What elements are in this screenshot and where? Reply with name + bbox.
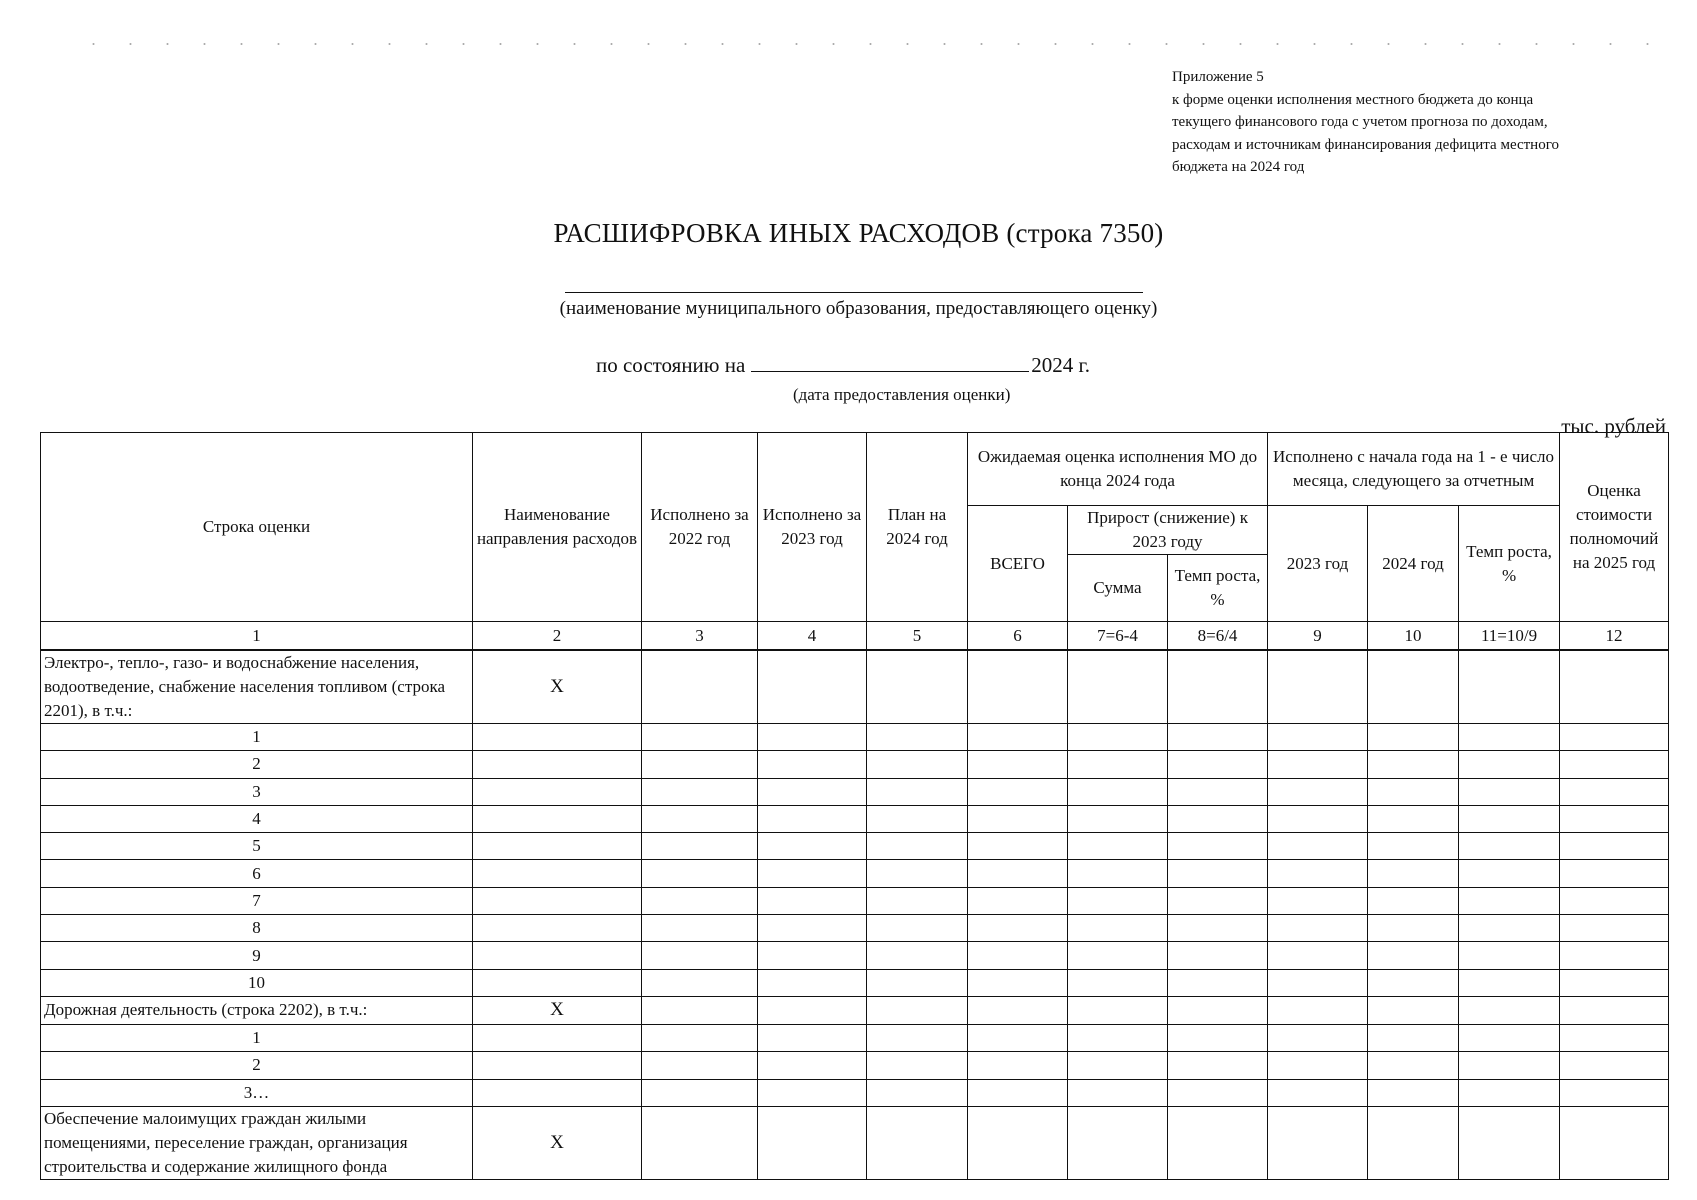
- value-cell[interactable]: [1560, 1079, 1669, 1106]
- value-cell[interactable]: [1560, 1106, 1669, 1179]
- item-number: 10: [41, 969, 473, 996]
- value-cell[interactable]: [1459, 1024, 1560, 1051]
- value-cell[interactable]: [968, 833, 1068, 860]
- value-cell[interactable]: [758, 942, 867, 969]
- value-cell[interactable]: [968, 1106, 1068, 1179]
- value-cell[interactable]: [1068, 778, 1168, 805]
- value-cell[interactable]: [1459, 1106, 1560, 1179]
- value-cell[interactable]: [473, 1024, 642, 1051]
- column-number: 11=10/9: [1459, 622, 1560, 651]
- value-cell[interactable]: [1560, 805, 1669, 832]
- value-cell[interactable]: [642, 1106, 758, 1179]
- value-cell[interactable]: [968, 1024, 1068, 1051]
- header-done-2023: Исполнено за 2023 год: [758, 433, 867, 622]
- value-cell[interactable]: [1068, 1052, 1168, 1079]
- value-cell[interactable]: [642, 833, 758, 860]
- value-cell[interactable]: [1560, 996, 1669, 1024]
- header-growth-group: Прирост (снижение) к 2023 году: [1068, 506, 1268, 555]
- value-cell[interactable]: [642, 724, 758, 751]
- header-direction: Наименование направления расходов: [473, 433, 642, 622]
- category-row: [41, 650, 1669, 724]
- value-cell[interactable]: [1068, 833, 1168, 860]
- value-cell[interactable]: [867, 833, 968, 860]
- value-cell[interactable]: [968, 751, 1068, 778]
- value-cell[interactable]: [642, 1079, 758, 1106]
- header-ytd-2023: 2023 год: [1268, 506, 1368, 622]
- value-cell[interactable]: [1459, 1052, 1560, 1079]
- header-plan-2024: План на 2024 год: [867, 433, 968, 622]
- value-cell[interactable]: [867, 887, 968, 914]
- value-cell[interactable]: [758, 860, 867, 887]
- value-cell[interactable]: [642, 887, 758, 914]
- item-number: 5: [41, 833, 473, 860]
- item-row: [41, 915, 1669, 942]
- not-applicable-mark: X: [473, 1106, 642, 1179]
- category-row: [41, 996, 1669, 1024]
- item-row: [41, 887, 1669, 914]
- value-cell[interactable]: [1368, 969, 1459, 996]
- value-cell[interactable]: [1368, 996, 1459, 1024]
- value-cell[interactable]: [473, 969, 642, 996]
- value-cell[interactable]: [1168, 969, 1268, 996]
- value-cell[interactable]: [1368, 751, 1459, 778]
- municipality-name-caption: (наименование муниципального образования, предоставляющего оценку): [559, 298, 1158, 319]
- appendix-line: бюджета на 2024 год: [1172, 159, 1305, 175]
- item-row: [41, 1024, 1669, 1051]
- item-row: [41, 724, 1669, 751]
- value-cell[interactable]: [1168, 833, 1268, 860]
- item-number: 7: [41, 887, 473, 914]
- value-cell[interactable]: [1368, 915, 1459, 942]
- column-number: 8=6/4: [1168, 622, 1268, 651]
- value-cell[interactable]: [1459, 805, 1560, 832]
- item-number: 4: [41, 805, 473, 832]
- value-cell[interactable]: [1168, 751, 1268, 778]
- value-cell[interactable]: [1168, 1106, 1268, 1179]
- value-cell[interactable]: [1268, 805, 1368, 832]
- appendix-line: текущего финансового года с учетом прогноза по доходам,: [1172, 114, 1548, 130]
- header-ytd-rate: Темп роста, %: [1459, 506, 1560, 622]
- value-cell[interactable]: [473, 915, 642, 942]
- header-row-label: Строка оценки: [41, 433, 473, 622]
- value-cell[interactable]: [642, 650, 758, 724]
- value-cell[interactable]: [1168, 650, 1268, 724]
- municipality-name-blank: [565, 292, 1143, 293]
- appendix-line: расходам и источникам финансирования дефицита местного: [1172, 136, 1559, 153]
- item-row: [41, 942, 1669, 969]
- column-number: 5: [867, 622, 968, 651]
- value-cell[interactable]: [1068, 996, 1168, 1024]
- value-cell[interactable]: [642, 751, 758, 778]
- value-cell[interactable]: [758, 724, 867, 751]
- value-cell[interactable]: [1268, 887, 1368, 914]
- item-number: 2: [41, 1052, 473, 1079]
- value-cell[interactable]: [1168, 915, 1268, 942]
- value-cell[interactable]: [1560, 942, 1669, 969]
- item-row: [41, 860, 1669, 887]
- value-cell[interactable]: [1459, 942, 1560, 969]
- value-cell[interactable]: [968, 969, 1068, 996]
- value-cell[interactable]: [1068, 1106, 1168, 1179]
- value-cell[interactable]: [1560, 724, 1669, 751]
- header-estimate-2025: Оценка стоимости полномочий на 2025 год: [1560, 433, 1669, 622]
- value-cell[interactable]: [867, 1052, 968, 1079]
- not-applicable-mark: X: [473, 650, 642, 724]
- column-number: 4: [758, 622, 867, 651]
- units-label: тыс. рублей: [1561, 414, 1666, 438]
- value-cell[interactable]: [1168, 887, 1268, 914]
- item-row: [41, 805, 1669, 832]
- item-number: 1: [41, 724, 473, 751]
- header-ytd-2024: 2024 год: [1368, 506, 1459, 622]
- value-cell[interactable]: [758, 887, 867, 914]
- header-done-2022: Исполнено за 2022 год: [642, 433, 758, 622]
- column-number: 12: [1560, 622, 1669, 651]
- item-number: 8: [41, 915, 473, 942]
- value-cell[interactable]: [1459, 724, 1560, 751]
- value-cell[interactable]: [867, 969, 968, 996]
- state-suffix: 2024 г.: [1031, 353, 1091, 377]
- value-cell[interactable]: [1268, 778, 1368, 805]
- value-cell[interactable]: [1268, 1079, 1368, 1106]
- value-cell[interactable]: [1368, 650, 1459, 724]
- value-cell[interactable]: [968, 778, 1068, 805]
- value-cell[interactable]: [867, 996, 968, 1024]
- value-cell[interactable]: [473, 1079, 642, 1106]
- value-cell[interactable]: [1459, 860, 1560, 887]
- date-caption: (дата предоставления оценки): [793, 385, 1011, 404]
- value-cell[interactable]: [1068, 942, 1168, 969]
- value-cell[interactable]: [1168, 860, 1268, 887]
- value-cell[interactable]: [867, 805, 968, 832]
- value-cell[interactable]: [1268, 724, 1368, 751]
- item-number: 1: [41, 1024, 473, 1051]
- value-cell[interactable]: [473, 778, 642, 805]
- value-cell[interactable]: [867, 860, 968, 887]
- value-cell[interactable]: [1268, 1052, 1368, 1079]
- value-cell[interactable]: [1368, 833, 1459, 860]
- item-row: [41, 833, 1669, 860]
- not-applicable-mark: X: [473, 996, 642, 1024]
- value-cell[interactable]: [968, 1052, 1068, 1079]
- value-cell[interactable]: [968, 724, 1068, 751]
- value-cell[interactable]: [642, 969, 758, 996]
- value-cell[interactable]: [1268, 1106, 1368, 1179]
- header-total: ВСЕГО: [968, 506, 1068, 622]
- value-cell[interactable]: [1368, 1106, 1459, 1179]
- item-number: 3: [41, 778, 473, 805]
- value-cell[interactable]: [1268, 650, 1368, 724]
- value-cell[interactable]: [758, 805, 867, 832]
- value-cell[interactable]: [1068, 650, 1168, 724]
- date-blank: [751, 353, 1029, 372]
- value-cell[interactable]: [1560, 1052, 1669, 1079]
- value-cell[interactable]: [1459, 887, 1560, 914]
- header-expected-group: Ожидаемая оценка исполнения МО до конца 2024 года: [968, 433, 1268, 506]
- header-sum: Сумма: [1068, 555, 1168, 622]
- value-cell[interactable]: [1368, 1024, 1459, 1051]
- item-number: 2: [41, 751, 473, 778]
- value-cell[interactable]: [473, 833, 642, 860]
- value-cell[interactable]: [867, 915, 968, 942]
- value-cell[interactable]: [1068, 751, 1168, 778]
- column-number: 7=6-4: [1068, 622, 1168, 651]
- value-cell[interactable]: [968, 805, 1068, 832]
- value-cell[interactable]: [1068, 724, 1168, 751]
- column-number: 3: [642, 622, 758, 651]
- value-cell[interactable]: [642, 942, 758, 969]
- value-cell[interactable]: [1459, 996, 1560, 1024]
- value-cell[interactable]: [968, 915, 1068, 942]
- value-cell[interactable]: [1268, 996, 1368, 1024]
- value-cell[interactable]: [1268, 1024, 1368, 1051]
- value-cell[interactable]: [1560, 650, 1669, 724]
- value-cell[interactable]: [1368, 860, 1459, 887]
- value-cell[interactable]: [1168, 1052, 1268, 1079]
- item-number: 9: [41, 942, 473, 969]
- value-cell[interactable]: [758, 1052, 867, 1079]
- table-body: [41, 650, 1669, 1179]
- appendix-line: Приложение 5: [1172, 69, 1264, 85]
- value-cell[interactable]: [1268, 860, 1368, 887]
- value-cell[interactable]: [968, 996, 1068, 1024]
- value-cell[interactable]: [642, 805, 758, 832]
- value-cell[interactable]: [1168, 996, 1268, 1024]
- state-prefix: по состоянию на: [596, 353, 746, 377]
- value-cell[interactable]: [758, 1079, 867, 1106]
- value-cell[interactable]: [1368, 887, 1459, 914]
- value-cell[interactable]: [758, 1024, 867, 1051]
- value-cell[interactable]: [1068, 1079, 1168, 1106]
- value-cell[interactable]: [867, 650, 968, 724]
- value-cell[interactable]: [758, 969, 867, 996]
- value-cell[interactable]: [1459, 833, 1560, 860]
- value-cell[interactable]: [642, 778, 758, 805]
- value-cell[interactable]: [642, 860, 758, 887]
- column-number: 10: [1368, 622, 1459, 651]
- value-cell[interactable]: [1560, 969, 1669, 996]
- value-cell[interactable]: [968, 860, 1068, 887]
- value-cell[interactable]: [473, 887, 642, 914]
- value-cell[interactable]: [1560, 1024, 1669, 1051]
- expenses-table: [40, 432, 1669, 1180]
- value-cell[interactable]: [1068, 969, 1168, 996]
- value-cell[interactable]: [642, 996, 758, 1024]
- column-number: 6: [968, 622, 1068, 651]
- appendix-line: к форме оценки исполнения местного бюджета до конца: [1172, 91, 1534, 108]
- value-cell[interactable]: [1168, 778, 1268, 805]
- value-cell[interactable]: [758, 915, 867, 942]
- value-cell[interactable]: [1168, 805, 1268, 832]
- value-cell[interactable]: [473, 1052, 642, 1079]
- value-cell[interactable]: [1459, 650, 1560, 724]
- value-cell[interactable]: [758, 650, 867, 724]
- value-cell[interactable]: [1368, 724, 1459, 751]
- value-cell[interactable]: [1268, 751, 1368, 778]
- value-cell[interactable]: [1368, 942, 1459, 969]
- value-cell[interactable]: [1459, 969, 1560, 996]
- value-cell[interactable]: [473, 942, 642, 969]
- item-row: [41, 1079, 1669, 1106]
- value-cell[interactable]: [867, 778, 968, 805]
- value-cell[interactable]: [1368, 1052, 1459, 1079]
- value-cell[interactable]: [1168, 1079, 1268, 1106]
- value-cell[interactable]: [1560, 833, 1669, 860]
- value-cell[interactable]: [1268, 915, 1368, 942]
- column-number: 1: [41, 622, 473, 651]
- category-label: Электро-, тепло-, газо- и водоснабжение населения, водоотведение, снабжение населения топливом (строка 2201), в т.ч.:: [41, 650, 473, 724]
- value-cell[interactable]: [1560, 751, 1669, 778]
- value-cell[interactable]: [758, 833, 867, 860]
- value-cell[interactable]: [1560, 887, 1669, 914]
- value-cell[interactable]: [473, 724, 642, 751]
- column-numbers-row: [41, 622, 1669, 651]
- value-cell[interactable]: [642, 915, 758, 942]
- value-cell[interactable]: [867, 942, 968, 969]
- value-cell[interactable]: [1168, 1024, 1268, 1051]
- value-cell[interactable]: [1168, 942, 1268, 969]
- value-cell[interactable]: [1068, 1024, 1168, 1051]
- value-cell[interactable]: [473, 860, 642, 887]
- header-rate: Темп роста, %: [1168, 555, 1268, 622]
- value-cell[interactable]: [1368, 778, 1459, 805]
- value-cell[interactable]: [1459, 778, 1560, 805]
- value-cell[interactable]: [1560, 778, 1669, 805]
- value-cell[interactable]: [473, 805, 642, 832]
- value-cell[interactable]: [1459, 915, 1560, 942]
- value-cell[interactable]: [642, 1024, 758, 1051]
- value-cell[interactable]: [1068, 915, 1168, 942]
- value-cell[interactable]: [867, 1106, 968, 1179]
- value-cell[interactable]: [1560, 915, 1669, 942]
- value-cell[interactable]: [758, 996, 867, 1024]
- value-cell[interactable]: [1268, 969, 1368, 996]
- value-cell[interactable]: [867, 1024, 968, 1051]
- item-row: [41, 969, 1669, 996]
- value-cell[interactable]: [758, 751, 867, 778]
- item-number: 6: [41, 860, 473, 887]
- value-cell[interactable]: [1459, 751, 1560, 778]
- value-cell[interactable]: [758, 778, 867, 805]
- value-cell[interactable]: [473, 751, 642, 778]
- value-cell[interactable]: [1560, 860, 1669, 887]
- value-cell[interactable]: [642, 1052, 758, 1079]
- value-cell[interactable]: [1268, 833, 1368, 860]
- value-cell[interactable]: [1368, 805, 1459, 832]
- value-cell[interactable]: [1068, 860, 1168, 887]
- value-cell[interactable]: [1168, 724, 1268, 751]
- value-cell[interactable]: [968, 942, 1068, 969]
- value-cell[interactable]: [867, 751, 968, 778]
- category-row: [41, 1106, 1669, 1179]
- value-cell[interactable]: [1268, 942, 1368, 969]
- document-title: РАСШИФРОВКА ИНЫХ РАСХОДОВ (строка 7350): [553, 218, 1164, 248]
- value-cell[interactable]: [968, 650, 1068, 724]
- item-row: [41, 778, 1669, 805]
- value-cell[interactable]: [1068, 805, 1168, 832]
- value-cell[interactable]: [1459, 1079, 1560, 1106]
- category-label: Обеспечение малоимущих граждан жилыми помещениями, переселение граждан, организация строительства и содержание жилищного фонда: [41, 1106, 473, 1179]
- item-number: 3…: [41, 1079, 473, 1106]
- state-date-row: [596, 353, 1090, 378]
- column-number: 2: [473, 622, 642, 651]
- column-number: 9: [1268, 622, 1368, 651]
- value-cell[interactable]: [758, 1106, 867, 1179]
- appendix-note: [1172, 66, 1642, 179]
- scan-noise: [75, 41, 1655, 47]
- value-cell[interactable]: [867, 724, 968, 751]
- category-label: Дорожная деятельность (строка 2202), в т.ч.:: [41, 996, 473, 1024]
- value-cell[interactable]: [968, 887, 1068, 914]
- value-cell[interactable]: [867, 1079, 968, 1106]
- value-cell[interactable]: [1068, 887, 1168, 914]
- header-ytd-group: Исполнено с начала года на 1 - е число месяца, следующего за отчетным: [1268, 433, 1560, 506]
- item-row: [41, 751, 1669, 778]
- value-cell[interactable]: [1368, 1079, 1459, 1106]
- item-row: [41, 1052, 1669, 1079]
- value-cell[interactable]: [968, 1079, 1068, 1106]
